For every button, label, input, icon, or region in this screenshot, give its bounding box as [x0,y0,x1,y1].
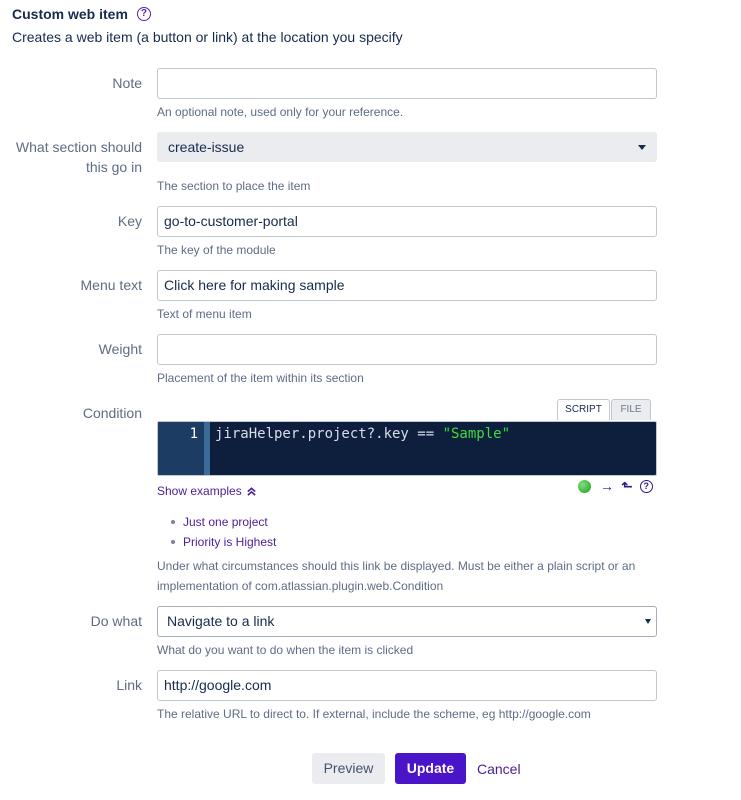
weight-label: Weight [98,341,142,357]
show-examples-text: Show examples [157,484,242,498]
tab-script[interactable]: SCRIPT [557,399,610,420]
note-input[interactable] [157,68,657,99]
caret-down-icon [638,145,646,150]
do-what-value: Navigate to a link [167,613,275,629]
section-label-line2: this go in [85,159,142,175]
do-what-help: What do you want to do when the item is clicked [157,643,414,657]
chevrons-up-icon [247,487,256,496]
menu-text-input[interactable]: Click here for making sample [157,270,657,301]
tab-file[interactable]: FILE [611,399,651,420]
menu-text-help: Text of menu item [157,307,252,321]
cancel-link[interactable]: Cancel [477,761,521,777]
key-help: The key of the module [157,243,276,257]
example-link-priority-is-highest[interactable]: Priority is Highest [183,532,276,552]
link-label: Link [116,677,142,693]
section-select-value: create-issue [168,139,245,155]
example-link-just-one-project[interactable]: Just one project [183,512,276,532]
caret-down-icon [645,619,651,624]
page-header [12,5,403,45]
section-select[interactable] [157,132,657,162]
examples-list [183,512,276,552]
question-circle-icon[interactable]: ? [137,7,151,21]
code-string: "Sample" [442,426,511,442]
line-number: 1 [158,422,204,475]
key-input[interactable]: go-to-customer-portal [157,206,657,237]
gutter-marker [204,422,210,475]
key-label: Key [117,213,142,229]
editor-toolbar [578,478,653,494]
weight-input[interactable] [157,334,657,365]
condition-help [157,556,677,596]
show-examples-link[interactable] [157,482,256,500]
weight-help: Placement of the item within its section [157,371,364,385]
code-editor[interactable] [157,421,657,476]
link-input[interactable]: http://google.com [157,670,657,701]
do-what-label: Do what [90,613,142,629]
link-help: The relative URL to direct to. If external, include the scheme, eg http://google.com [157,707,591,721]
preview-button[interactable]: Preview [312,753,385,784]
do-what-select[interactable] [157,606,657,637]
section-help: The section to place the item [157,179,311,193]
note-help: An optional note, used only for your reference. [157,105,404,119]
arrow-up-icon[interactable]: ⬑ [621,478,633,494]
code-line[interactable] [215,423,510,445]
condition-label: Condition [82,405,142,421]
note-label: Note [112,75,142,91]
section-label-line1: What section should [15,139,142,155]
page-title: Custom web item [12,6,128,22]
page-subtitle: Creates a web item (a button or link) at the location you specify [12,29,403,45]
green-status-icon [578,480,591,493]
code-text: jiraHelper.project?.key == [215,426,443,442]
menu-text-label: Menu text [80,277,142,293]
update-button[interactable]: Update [395,753,466,784]
condition-help-line2: implementation of com.atlassian.plugin.web.Condition [157,579,444,593]
question-circle-icon[interactable]: ? [640,480,653,493]
condition-help-line1: Under what circumstances should this link be displayed. Must be either a plain script or an [157,559,636,573]
section-label [0,137,142,177]
arrow-right-icon[interactable]: → [600,478,614,494]
